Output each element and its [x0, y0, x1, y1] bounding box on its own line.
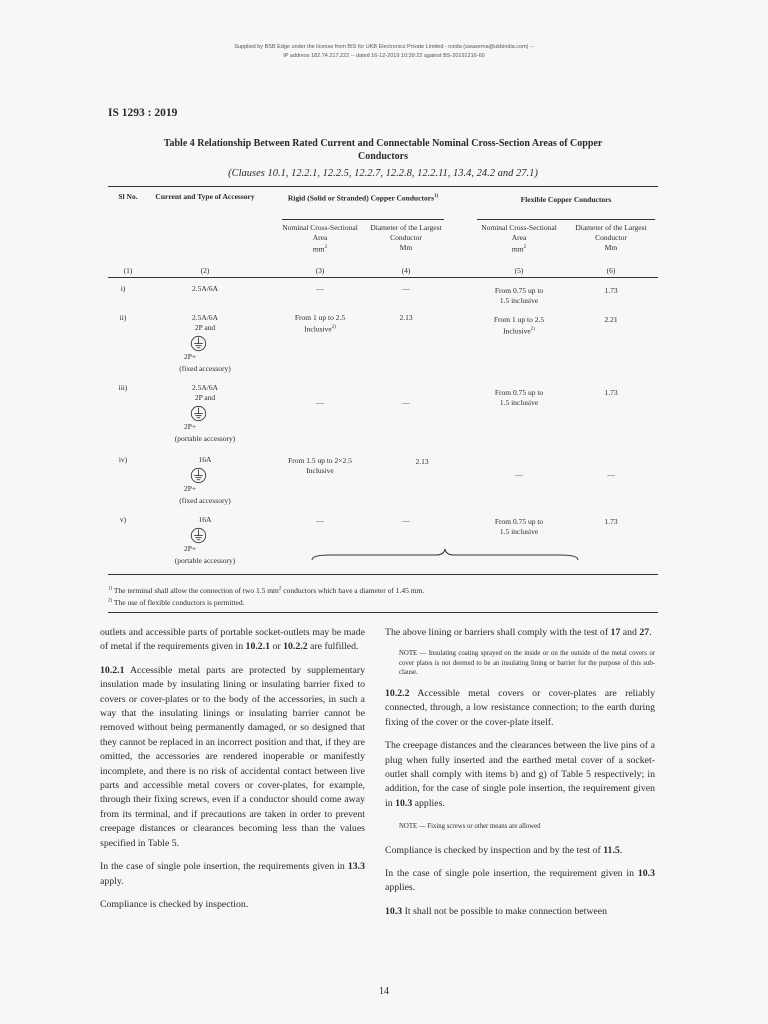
supply-line-2: IP address 182.74.217.222 -- dated 16-12-2019 10:39:22 against BS-20191216-60 [283, 53, 485, 59]
right-p3-text-b: applies. [412, 797, 445, 809]
header-flexible-text: Flexible Copper Conductors [520, 195, 612, 204]
row-3-sl: iii) [118, 383, 128, 392]
left-paragraph-3 [100, 860, 365, 889]
left-paragraph-1 [100, 626, 365, 655]
rigid-group-rule [282, 219, 444, 220]
footnote-2-text: The use of flexible conductors is permitted. [113, 598, 245, 607]
row-3-flex-diameter: 1.73 [604, 388, 618, 397]
row-1-rigid-diameter: — [402, 284, 410, 293]
subheader-rigid-diameter-unit: Mm [399, 243, 413, 252]
unit-sup: 2 [324, 245, 328, 250]
row-4-rigid-area-line-2: Inclusive [306, 466, 334, 475]
footnote-1 [108, 586, 424, 595]
subheader-flex-diameter-text: Diameter of the Largest Conductor [575, 223, 647, 242]
row-2-flex-inclusive: Inclusive [503, 326, 531, 336]
table-clauses: (Clauses 10.1, 12.2.1, 12.2.5, 12.2.7, 12.2.8, 12.2.11, 13.4, 24.2 and 27.1) [228, 168, 538, 179]
row-5-accessory-type: (portable accessory) [174, 556, 236, 565]
subheader-rigid-area-text: Nominal Cross-Sectional Area [282, 223, 358, 242]
left-p1-text-b: or [270, 641, 284, 653]
subheader-flex-area-text: Nominal Cross-Sectional Area [481, 223, 557, 242]
row-2-rigid-diameter: 2.13 [399, 313, 413, 322]
colnum-1: (1) [123, 266, 133, 275]
row-5-sl: v) [119, 515, 127, 524]
page-number: 14 [379, 986, 389, 997]
row-5-accessory-pole-earth: 2P+ [184, 544, 197, 553]
row-2-accessory-pole-earth: 2P+ [184, 352, 197, 361]
subheader-rigid-diameter [368, 223, 444, 253]
row-2-accessory-type: (fixed accessory) [179, 364, 231, 373]
header-current [150, 192, 260, 202]
footnote-1-sup: 2 [278, 586, 282, 592]
header-current-text: Current and Type of Accessory [155, 192, 255, 201]
row-2-flex-diameter: 2.21 [604, 315, 618, 324]
supply-line-1: Supplied by BSB Edge under the license from BIS for UKB Electronics Private Limited - noida (swaserna@ukbindia.com) -- [234, 44, 534, 50]
clause-10-2-1-text: Accessible metal parts are protected by supplementary insulation made by insulating lining or insulating barrier fixed to covers or cover-plates or to the body of the accessories, in such a way that the insulating linings or insulating barrier cannot be removed without being permanently damaged, or so designed that they cannot be replaced in an incorrect position and that, if they are omitted, the accessories are rendered inoperable or manifestly incomplete, and there is no risk of accidental contact between live parts and accessible metal covers or cover-plates, for example, through their fixing screws, even if a conductor should come away from its terminal, and if precautions are taken in order to prevent creepage distances or clearances becoming less than the values specified in Table 5. [100, 664, 365, 849]
header-rigid [282, 192, 444, 204]
row-1-flex-area-line-1: From 0.75 up to [494, 286, 544, 295]
earth-symbol-icon [190, 467, 207, 484]
colnum-2: (2) [200, 266, 210, 275]
right-p4-text-b: . [619, 844, 623, 856]
subheader-flex-area [477, 223, 561, 255]
left-paragraph-10-2-1 [100, 664, 365, 851]
earth-symbol-icon [190, 405, 207, 422]
row-2-flex-area-line-1: From 1 up to 2.5 [493, 315, 545, 324]
row-2-sl: ii) [119, 313, 127, 322]
right-paragraph-10-2-2 [385, 687, 655, 730]
row-2-rigid-area-line-1: From 1 up to 2.5 [294, 313, 346, 322]
right-p4-ref: 11.5 [603, 844, 620, 856]
row-4-accessory-pole-earth: 2P+ [184, 484, 197, 493]
header-flexible [477, 195, 655, 205]
clause-10-3-text: It shall not be possible to make connection between [402, 905, 608, 917]
header-sl-no [108, 192, 148, 202]
right-p1-text: The above lining or barriers shall comply with the test of [385, 627, 611, 638]
footnote-rule [108, 612, 658, 613]
row-5-accessory [150, 515, 260, 566]
row-3-accessory-poles: 2P and [194, 393, 216, 402]
row-4-rigid-area-line-1: From 1.5 up to 2×2.5 [288, 456, 352, 465]
row-3-rigid-area: — [316, 398, 324, 407]
row-3-accessory-pole-earth: 2P+ [184, 422, 197, 431]
row-1-flex-diameter: 1.73 [604, 286, 618, 295]
clause-10-2-2-text: Accessible metal covers or cover-plates are reliably connected, through, a low resistance connection; to the earth during fixing of the cover or the cover-plate itself. [385, 687, 655, 728]
colnum-4: (4) [401, 266, 411, 275]
left-p3-ref: 13.3 [347, 861, 365, 873]
table-top-rule [108, 186, 658, 187]
row-4-accessory-type: (fixed accessory) [179, 496, 231, 505]
table-caption-line-2: Conductors [357, 151, 408, 162]
right-paragraph-5 [385, 867, 655, 896]
row-1-flex-area-line-2: 1.5 inclusive [499, 296, 539, 305]
row-2-flex-sup: 2) [530, 327, 535, 332]
clause-10-2-1-number: 10.2.1 [100, 664, 125, 676]
row-5-rigid-diameter: — [402, 516, 410, 525]
footnote-1-text-a: The terminal shall allow the connection of two 1.5 mm [113, 586, 279, 595]
right-paragraph-3 [385, 739, 655, 811]
subheader-rigid-diameter-text: Diameter of the Largest Conductor [370, 223, 442, 242]
header-rigid-sup: 1) [434, 194, 439, 199]
row-2-flex-area-line-2 [477, 325, 561, 337]
left-p1-ref-2: 10.2.2 [283, 641, 308, 653]
supply-banner [0, 43, 768, 61]
right-p1-text-c: . [649, 627, 652, 638]
colnum-3: (3) [315, 266, 325, 275]
row-5-flex-area [477, 517, 561, 537]
row-1-accessory: 2.5A/6A [191, 284, 219, 293]
unit-mm2-flex: mm [511, 244, 524, 254]
left-paragraph-4: Compliance is checked by inspection. [100, 898, 249, 910]
clause-10-2-2-number: 10.2.2 [385, 687, 410, 699]
table-colnum-rule [108, 277, 658, 278]
unit-mm2: mm [312, 244, 325, 254]
header-sl-no-text: Sl No. [118, 192, 138, 201]
clause-10-3-number: 10.3 [385, 905, 403, 917]
subheader-flex-area-unit [477, 243, 561, 255]
right-p3-ref: 10.3 [395, 797, 413, 809]
row-2-rigid-area [282, 313, 358, 335]
right-p3-text: The creepage distances and the clearances between the live pins of a plug when fully inserted and the earthed metal cover of a socket-outlet shall comply with items b) and g) of Table 5 respectively; in addition, for the case of single pole insertion, the requirement given in [385, 740, 655, 809]
row-4-accessory-rating: 16A [198, 455, 212, 464]
row-2-rigid-area-line-2 [282, 323, 358, 335]
table-caption-line-1: Table 4 Relationship Between Rated Current and Connectable Nominal Cross-Section Areas of Copper [163, 138, 603, 149]
document-id: IS 1293 : 2019 [108, 107, 178, 119]
row-4-sl: iv) [118, 455, 128, 464]
row-5-flex-diameter: 1.73 [604, 517, 618, 526]
right-paragraph-4 [385, 844, 655, 858]
right-p5-text: In the case of single pole insertion, the requirement given in [385, 867, 638, 879]
row-3-accessory-type: (portable accessory) [174, 434, 236, 443]
row-4-rigid-diameter: 2.13 [415, 457, 429, 466]
row-1-sl: i) [120, 284, 126, 293]
row-2-accessory [150, 313, 260, 374]
footnote-1-mark: 1) [108, 586, 113, 592]
row-3-rigid-diameter: — [402, 398, 410, 407]
row-4-accessory [150, 455, 260, 506]
right-p1-ref-2: 27 [639, 627, 650, 638]
right-p5-text-b: applies. [385, 882, 416, 894]
subheader-flex-diameter-unit: Mm [604, 243, 618, 252]
table-caption [108, 137, 658, 163]
colnum-6: (6) [606, 266, 616, 275]
row-5-flex-area-line-2: 1.5 inclusive [499, 527, 539, 536]
row-3-flex-area [477, 388, 561, 408]
row-3-flex-area-line-2: 1.5 inclusive [499, 398, 539, 407]
footnote-2-mark: 2) [108, 598, 113, 604]
header-rigid-text: Rigid (Solid or Stranded) Copper Conductors [287, 193, 435, 203]
right-note-2: NOTE — Fixing screws or other means are allowed [399, 823, 541, 831]
subheader-flex-diameter [568, 223, 654, 253]
right-paragraph-10-3 [385, 905, 655, 919]
body-left-column [100, 626, 365, 921]
row-4-flex-diameter: — [607, 470, 615, 479]
brace-mark [310, 548, 580, 562]
row-1-flex-area [477, 286, 561, 306]
left-p3-text: In the case of single pole insertion, the requirements given in [100, 861, 348, 873]
row-5-accessory-rating: 16A [198, 515, 212, 524]
flexible-group-rule [477, 219, 655, 220]
earth-symbol-icon [190, 527, 207, 544]
unit-sup-flex: 2 [523, 245, 527, 250]
right-p1-ref-1: 17 [610, 627, 621, 638]
subheader-rigid-area [282, 223, 358, 255]
footnote-2 [108, 598, 245, 607]
row-3-accessory-rating: 2.5A/6A [191, 383, 219, 392]
row-2-rigid-inclusive: Inclusive [304, 324, 332, 334]
row-2-rigid-sup: 2) [331, 325, 336, 330]
earth-symbol-icon [190, 335, 207, 352]
row-2-accessory-rating: 2.5A/6A [191, 313, 219, 322]
body-right-column [385, 626, 655, 928]
row-5-flex-area-line-1: From 0.75 up to [494, 517, 544, 526]
footnote-1-text-b: conductors which have a diameter of 1.45 mm. [281, 586, 425, 595]
table-bottom-rule [108, 574, 658, 575]
row-4-rigid-area [270, 456, 370, 476]
left-p1-text-c: are fulfilled. [307, 641, 359, 653]
right-paragraph-1 [385, 626, 655, 640]
colnum-5: (5) [514, 266, 524, 275]
left-p1-text: outlets and accessible parts of portable socket-outlets may be made of metal if the requirements given in [100, 627, 365, 653]
row-4-flex-area: — [515, 470, 523, 479]
right-p1-text-b: and [620, 627, 640, 638]
row-2-flex-area [477, 315, 561, 337]
row-3-flex-area-line-1: From 0.75 up to [494, 388, 544, 397]
left-p3-text-b: apply. [100, 875, 124, 887]
right-p5-ref: 10.3 [637, 867, 655, 879]
row-5-rigid-area: — [316, 516, 324, 525]
left-p1-ref-1: 10.2.1 [245, 641, 271, 653]
subheader-rigid-area-unit [282, 243, 358, 255]
right-note-1: NOTE — Insulating coating sprayed on the inside or on the outside of the metal covers or cover plates is not deemed to be an insulating lining or barrier for the purpose of this sub-clause. [399, 650, 655, 677]
row-2-accessory-poles: 2P and [194, 323, 216, 332]
right-p4-text: Compliance is checked by inspection and by the test of [385, 844, 604, 856]
row-3-accessory [150, 383, 260, 444]
row-1-rigid-area: — [316, 284, 324, 293]
